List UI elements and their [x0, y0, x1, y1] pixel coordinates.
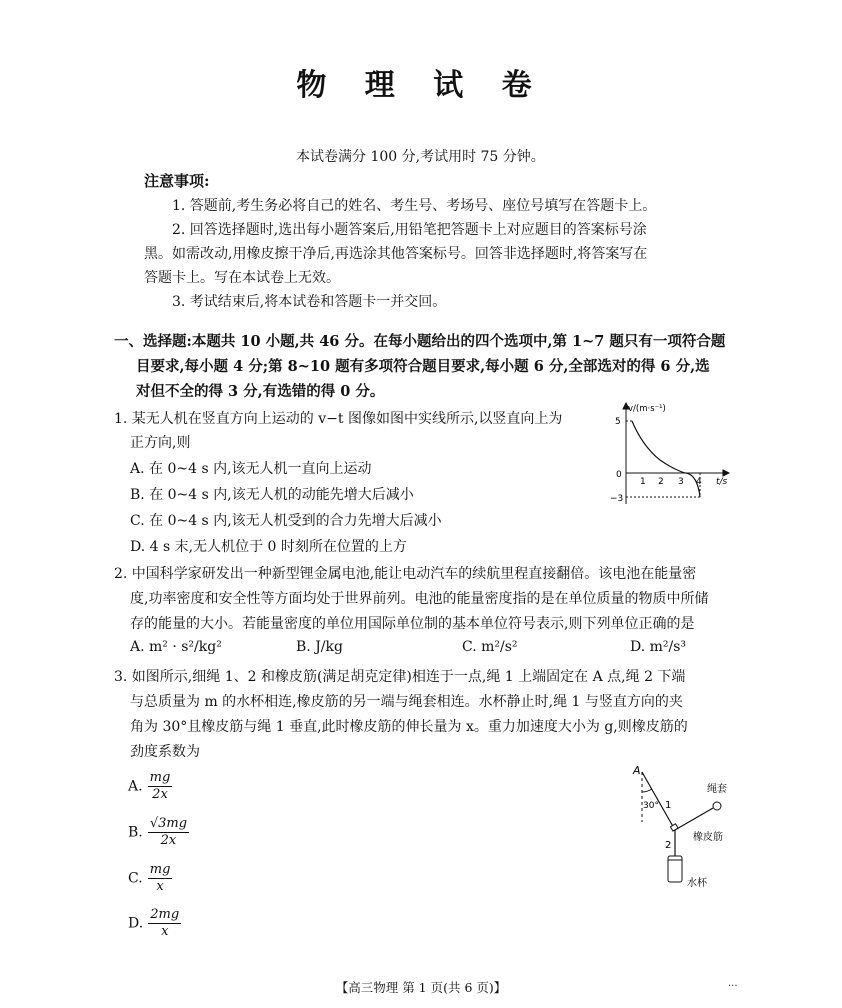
x-tick-2: 2	[658, 477, 664, 487]
rope-loop-label: 绳套	[707, 784, 727, 795]
q1-vt-graph	[606, 400, 736, 512]
q3-stem-1: 3. 如图所示,细绳 1、2 和橡皮筋(满足胡克定律)相连于一点,绳 1 上端固定在 A 点,绳 2 下端	[114, 669, 686, 685]
q3-option-a-numerator: mg	[149, 770, 171, 785]
q3-option-a-label: A.	[128, 778, 143, 795]
q2-option-c: C. m²/s²	[462, 639, 518, 655]
q3-option-b-fraction	[148, 816, 189, 849]
q3-option-d-denominator: x	[161, 924, 169, 939]
q1-option-a: A. 在 0~4 s 内,该无人机一直向上运动	[130, 461, 372, 477]
q2-stem-3: 存的能量的大小。若能量密度的单位用国际单位制的基本单位符号表示,则下列单位正确的是	[130, 616, 695, 632]
q3-option-d-fraction	[148, 907, 181, 940]
page-title: 物 理 试 卷	[296, 68, 546, 103]
y-tick-0: 0	[616, 470, 622, 480]
q3-stem-2: 与总质量为 m 的水杯相连,橡皮筋的另一端与绳套相连。水杯静止时,绳 1 与竖直方向的夹	[130, 694, 683, 710]
x-tick-1: 1	[640, 477, 646, 487]
water-cup-label: 水杯	[687, 878, 707, 889]
x-tick-4: 4	[696, 477, 702, 487]
q1-stem-1: 1. 某无人机在竖直方向上运动的 v−t 图像如图中实线所示,以竖直向上为	[114, 411, 563, 427]
q1-option-b: B. 在 0~4 s 内,该无人机的动能先增大后减小	[130, 487, 414, 503]
q3-option-c-numerator: mg	[149, 862, 171, 877]
q3-stem-4: 劲度系数为	[130, 744, 200, 760]
x-axis-label: t/s	[716, 477, 728, 487]
velocity-curve-1	[632, 421, 686, 473]
notice-heading: 注意事项:	[144, 172, 210, 190]
q3-option-a	[128, 770, 172, 803]
notice-line-2: 2. 回答选择题时,选出每小题答案后,用铅笔把答题卡上对应题目的答案标号涂	[172, 222, 647, 238]
page-footer: 【高三物理 第 1 页(共 6 页)】	[335, 980, 507, 995]
q1-option-c: C. 在 0~4 s 内,该无人机受到的合力先增大后减小	[130, 513, 442, 529]
corner-mark: ...	[728, 978, 738, 989]
q2-stem-2: 度,功率密度和安全性等方面均处于世界前列。电池的能量密度指的是在单位质量的物质中所储	[130, 591, 709, 607]
q2-option-b: B. J/kg	[296, 639, 343, 655]
q1-option-d: D. 4 s 末,无人机位于 0 时刻所在位置的上方	[130, 539, 407, 555]
q3-option-c-label: C.	[128, 870, 143, 887]
rope-2-label: 2	[665, 840, 672, 851]
section1-line-2: 目要求,每小题 4 分;第 8~10 题有多项符合题目要求,每小题 6 分,全部选对的得 6 分,选	[136, 358, 710, 375]
exam-intro: 本试卷满分 100 分,考试用时 75 分钟。	[296, 149, 545, 165]
notice-line-5: 3. 考试结束后,将本试卷和答题卡一并交回。	[172, 294, 447, 310]
y-tick-5: 5	[615, 417, 621, 427]
q3-figure	[625, 762, 755, 892]
q2-stem-1: 2. 中国科学家研发出一种新型锂金属电池,能让电动汽车的续航里程直接翻倍。该电池在能量密	[114, 566, 697, 582]
q3-option-c-denominator: x	[156, 879, 164, 894]
q3-option-b-denominator: 2x	[160, 833, 177, 848]
q3-option-a-denominator: 2x	[152, 787, 168, 802]
q3-option-c	[128, 862, 172, 895]
q3-option-d	[128, 907, 181, 940]
rope-1-label: 1	[665, 800, 672, 811]
q3-option-d-label: D.	[128, 915, 144, 932]
notice-line-1: 1. 答题前,考生务必将自己的姓名、考生号、考场号、座位号填写在答题卡上。	[172, 198, 657, 214]
q3-option-d-numerator: 2mg	[150, 907, 180, 922]
q3-stem-3: 角为 30°且橡皮筋与绳 1 垂直,此时橡皮筋的伸长量为 x。重力加速度大小为 g,则橡皮筋的	[130, 719, 688, 735]
rope-loop	[713, 802, 721, 810]
q3-option-a-fraction	[148, 770, 173, 803]
notice-line-3: 黑。如需改动,用橡皮擦干净后,再选涂其他答案标号。回答非选择题时,将答案写在	[144, 246, 648, 262]
rubber-band	[675, 808, 713, 830]
section1-line-1: 一、选择题:本题共 10 小题,共 46 分。在每小题给出的四个选项中,第 1~7 题只有一项符合题	[114, 333, 726, 350]
notice-line-4: 答题卡上。写在本试卷上无效。	[144, 270, 340, 286]
section1-line-3: 对但不全的得 3 分,有选错的得 0 分。	[136, 383, 385, 400]
angle-arc	[642, 789, 652, 792]
q3-option-b-numerator: √3mg	[149, 816, 188, 831]
q3-option-b-label: B.	[128, 824, 143, 841]
q2-option-d: D. m²/s³	[630, 639, 687, 655]
y-tick-neg3: −3	[610, 494, 624, 504]
x-tick-3: 3	[678, 477, 684, 487]
q2-option-a: A. m² · s²/kg²	[130, 639, 222, 655]
x-axis-arrow	[723, 470, 729, 476]
q3-option-b	[128, 816, 189, 849]
q1-stem-2: 正方向,则	[130, 435, 191, 451]
y-axis-label: v/(m·s⁻¹)	[628, 404, 666, 414]
angle-label: 30°	[643, 801, 659, 811]
q3-option-c-fraction	[148, 862, 173, 895]
point-a-label: A	[633, 764, 641, 777]
rubber-band-label: 橡皮筋	[693, 832, 723, 843]
